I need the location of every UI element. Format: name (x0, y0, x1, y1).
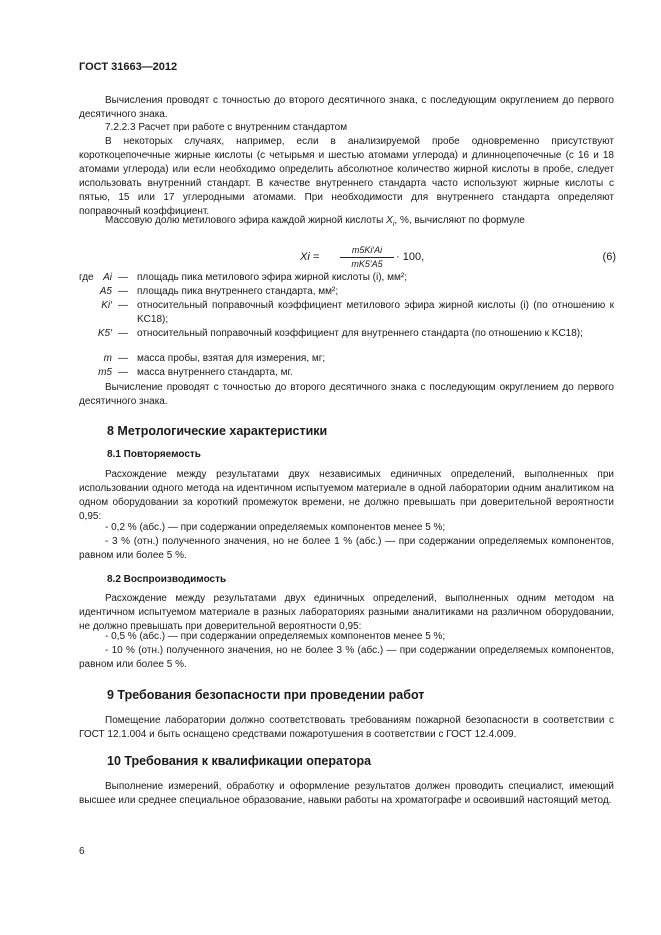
def-text: площадь пика метилового эфира жирной кислоты (i), мм²; (137, 272, 407, 283)
section-9-body: Помещение лаборатории должно соответствовать требованиям пожарной безопасности в соответствии с ГОСТ 12.1.004 и быть оснащено средствами пожаротушения в соответствии с ГОСТ 12.4.009. (79, 715, 614, 740)
def-symbol: A5 (99, 286, 112, 297)
def-symbol: Ai (103, 272, 112, 283)
formula-intro-sub: i (392, 221, 395, 228)
def-dash: — (118, 353, 128, 364)
def-text: относительный поправочный коэффициент метилового эфира жирной кислоты (i) (по отношению к KC18); (137, 300, 614, 325)
formula-intro-var: X (386, 215, 393, 226)
document-header: ГОСТ 31663—2012 (79, 61, 178, 73)
formula-fraction (340, 244, 394, 270)
where-label: где (79, 272, 94, 283)
section-8-2-item: - 0,5 % (абс.) — при содержании определяемых компонентов менее 5 %; (105, 631, 446, 642)
def-symbol: m5 (98, 367, 112, 378)
section-8-title: 8 Метрологические характеристики (107, 424, 328, 438)
section-8-1-body: Расхождение между результатами двух независимых единичных определений, выполненных при использовании одного метода на идентичном испытуемом материале в одной лаборатории одним аналитиком на одном оборудовании за короткий промежуток времени, не должно превышать при доверительной вероятности 0,95: (79, 469, 614, 522)
def-text: масса пробы, взятая для измерения, мг; (137, 353, 326, 364)
formula-lhs: Xi = (300, 251, 320, 263)
section-8-2-body: Расхождение между результатами двух единичных определений, выполненных одним методом на идентичном испытуемом материале в разных лабораториях разными аналитиками на различном оборудовании, не должно превышать при доверительной вероятности 0,95: (79, 593, 614, 632)
def-text: относительный поправочный коэффициент для внутреннего стандарта (по отношению к KC18); (137, 328, 583, 339)
formula-intro-tail: , %, вычисляют по формуле (394, 215, 525, 226)
section-10-body: Выполнение измерений, обработку и оформление результатов должен проводить специалист, имеющий высшее или среднее специальное образование, навыки работы на хроматографе и освоивший настоящий метод. (79, 781, 614, 806)
subsection-title: 7.2.2.3 Расчет при работе с внутренним стандартом (105, 122, 348, 133)
def-text: площадь пика внутреннего стандарта, мм²; (137, 286, 339, 297)
def-dash: — (118, 328, 128, 339)
def-symbol: Ki′ (101, 300, 112, 311)
def-symbol: K5′ (97, 328, 112, 339)
section-10-title: 10 Требования к квалификации оператора (107, 754, 372, 768)
top-paragraph: Вычисления проводят с точностью до второго десятичного знака, с последующим округлением до первого десятичного знака. (79, 95, 614, 120)
def-text: масса внутреннего стандарта, мг. (137, 367, 293, 378)
formula-number: (6) (602, 251, 616, 263)
formula-numerator: m5Ki′Ai (340, 244, 394, 258)
def-dash: — (118, 300, 128, 311)
after-definitions: Вычисление проводят с точностью до второго десятичного знака с последующим округлением до первого десятичного знака. (79, 382, 614, 407)
def-symbol: m (103, 353, 112, 364)
section-8-1-item: - 3 % (отн.) полученного значения, но не более 1 % (абс.) — при содержании определяемых компонентов, равном или более 5 %. (79, 536, 614, 561)
def-dash: — (118, 286, 128, 297)
section-8-1-item: - 0,2 % (абс.) — при содержании определяемых компонентов менее 5 %; (105, 522, 446, 533)
formula-intro-text: Массовую долю метилового эфира каждой жирной кислоты (105, 215, 384, 226)
formula-denominator: mK5′A5 (351, 259, 383, 269)
def-dash: — (118, 272, 128, 283)
def-dash: — (118, 367, 128, 378)
page-number: 6 (79, 846, 85, 857)
subsection-body: В некоторых случаях, например, если в анализируемой пробе одновременно присутствуют короткоцепочечные жирные кислоты (с четырьмя и шестью атомами углерода) и длинноцепочечные (с 16 и 18 атомами углерода) или если необходимо определить абсолютное количество жирной кислоты в пробе, следует использовать внутренний стандарт. В качестве внутреннего стандарта часто используют жирные кислоты с пятью, 15 или 17 углеродными атомами. При необходимости для внутреннего стандарта определяют поправочный коэффициент. (79, 136, 614, 217)
formula-intro (79, 214, 614, 228)
formula-rhs: · 100, (396, 251, 425, 263)
section-9-title: 9 Требования безопасности при проведении работ (107, 688, 425, 702)
section-8-2-item: - 10 % (отн.) полученного значения, но не более 3 % (абс.) — при содержании определяемых компонентов, равном или более 5 %. (79, 645, 614, 670)
section-8-1-title: 8.1 Повторяемость (107, 449, 201, 460)
section-8-2-title: 8.2 Воспроизводимость (107, 574, 227, 585)
